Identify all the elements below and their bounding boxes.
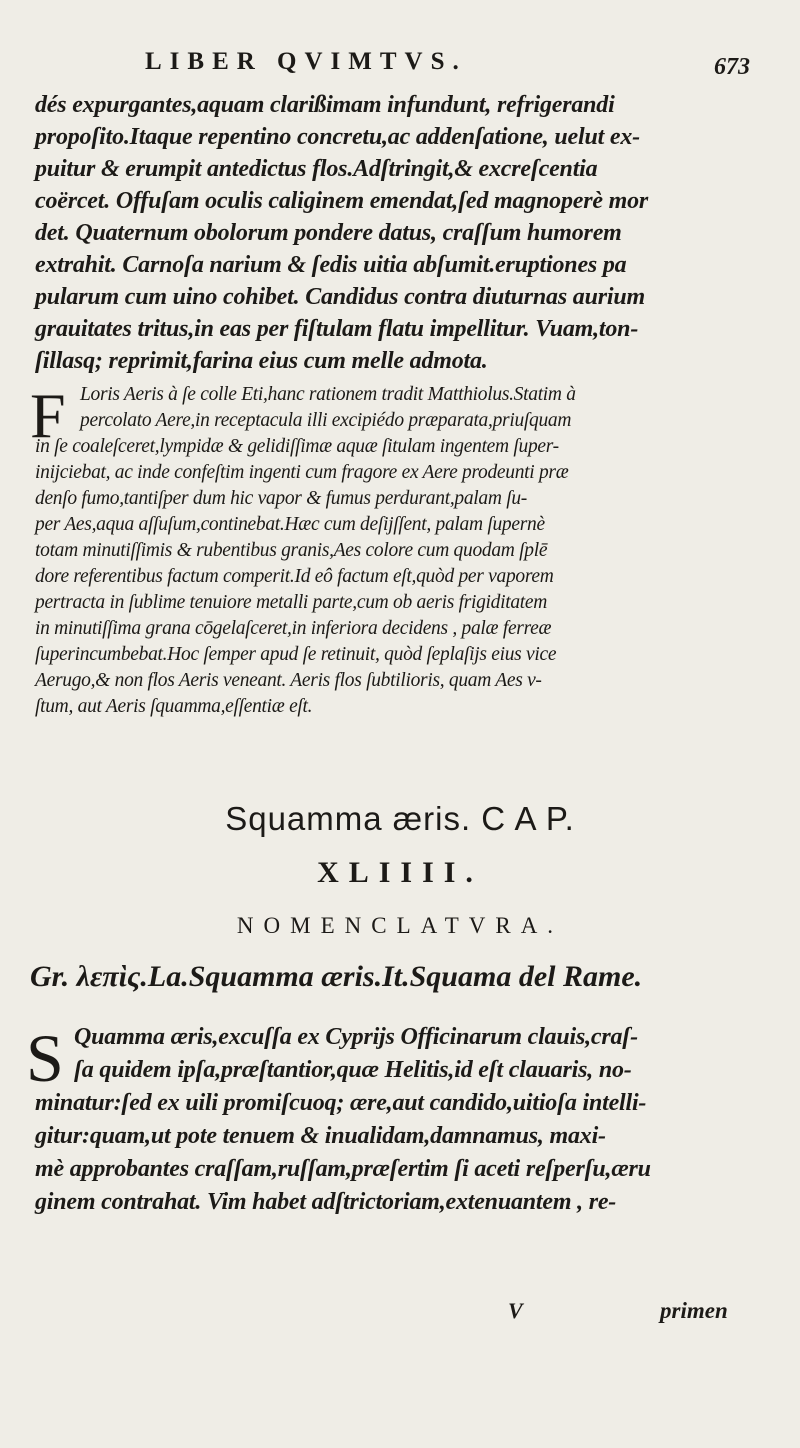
text-line: gitur:quam,ut pote tenuem & inualidam,damnamus, maxi-	[35, 1123, 606, 1149]
text-line: mè approbantes craſſam,ruſſam,præſertim ſi aceti reſperſu,æru	[35, 1156, 651, 1182]
text-line: in minutiſſima grana cōgelaſceret,in inferiora decidens , palæ ferreæ	[35, 618, 552, 639]
chapter-title: Squamma æris. C A P.	[225, 800, 575, 837]
text-line: puitur & erumpit antedictus flos.Adſtringit,& excreſcentia	[35, 156, 598, 182]
text-line: minatur:ſed ex uili promiſcuoq; ære,aut candido,uitioſa intelli-	[35, 1090, 647, 1116]
text-line: Loris Aeris à ſe colle Eti,hanc rationem tradit Matthiolus.Statim à	[80, 384, 576, 405]
text-line: per Aes,aqua aſſuſum,continebat.Hæc cum deſijſſent, palam ſupernè	[35, 514, 545, 535]
text-line: percolato Aere,in receptacula illi excipiédo præparata,priuſquam	[80, 410, 572, 431]
text-line: totam minutiſſimis & rubentibus granis,Aes colore cum quodam ſplē	[35, 540, 548, 561]
text-line: ginem contrahat. Vim habet adſtrictoriam,extenuantem , re-	[35, 1189, 617, 1215]
text-line: ſa quidem ipſa,præſtantior,quæ Helitis,id eſt clauaris, no-	[74, 1057, 632, 1083]
text-line: ſtum, aut Aeris ſquamma,eſſentiæ eſt.	[35, 696, 313, 717]
nomenclature-line: Gr. λεπὶς.La.Squamma æris.It.Squama del Rame.	[30, 960, 643, 993]
text-line: coërcet. Offuſam oculis caliginem emendat,ſed magnoperè mor	[35, 188, 649, 214]
text-line: inijciebat, ac inde confeſtim ingenti cum fragore ex Aere prodeunti præ	[35, 462, 569, 483]
text-line: ſillasq; reprimit,farina eius cum melle admota.	[35, 348, 488, 374]
nomenclatura-heading: NOMENCLATVRA.	[236, 913, 564, 938]
drop-cap-F: F	[30, 380, 66, 451]
text-line: extrahit. Carnoſa narium & ſedis uitia abſumit.eruptiones pa	[35, 252, 627, 278]
page-number: 673	[714, 54, 750, 80]
running-title: LIBER QVIMTVS.	[145, 48, 467, 75]
text-line: det. Quaternum obolorum pondere datus, craſſum humorem	[35, 220, 622, 246]
text-line: in ſe coaleſceret,lympidæ & gelidiſſimæ aquæ ſitulam ingentem ſuper-	[35, 436, 559, 457]
page-header	[0, 48, 800, 88]
catchword: primen	[660, 1298, 728, 1323]
text-line: ſuperincumbebat.Hoc ſemper apud ſe retinuit, quòd ſeplaſijs eius vice	[35, 644, 557, 665]
chapter-number: XLIIII.	[317, 856, 483, 889]
text-line: dore referentibus factum comperit.Id eô factum eſt,quòd per vaporem	[35, 566, 554, 587]
text-line: Quamma æris,excuſſa ex Cyprijs Officinarum clauis,craſ-	[74, 1024, 638, 1050]
text-line: denſo fumo,tantiſper dum hic vapor & fumus perdurant,palam ſu-	[35, 488, 527, 509]
text-line: pularum cum uino cohibet. Candidus contra diuturnas aurium	[35, 284, 645, 310]
text-line: dés expurgantes,aquam clarißimam infundunt, refrigerandi	[35, 92, 615, 118]
signature-mark: V	[508, 1298, 523, 1323]
text-line: pertracta in ſublime tenuiore metalli parte,cum ob aeris frigiditatem	[35, 592, 548, 613]
text-line: propoſito.Itaque repentino concretu,ac addenſatione, uelut ex-	[35, 124, 640, 150]
text-line: Aerugo,& non flos Aeris veneant. Aeris flos ſubtilioris, quam Aes v-	[35, 670, 542, 691]
text-line: grauitates tritus,in eas per fiſtulam flatu impellitur. Vuam,ton-	[35, 316, 639, 342]
drop-cap-S: S	[26, 1020, 64, 1096]
